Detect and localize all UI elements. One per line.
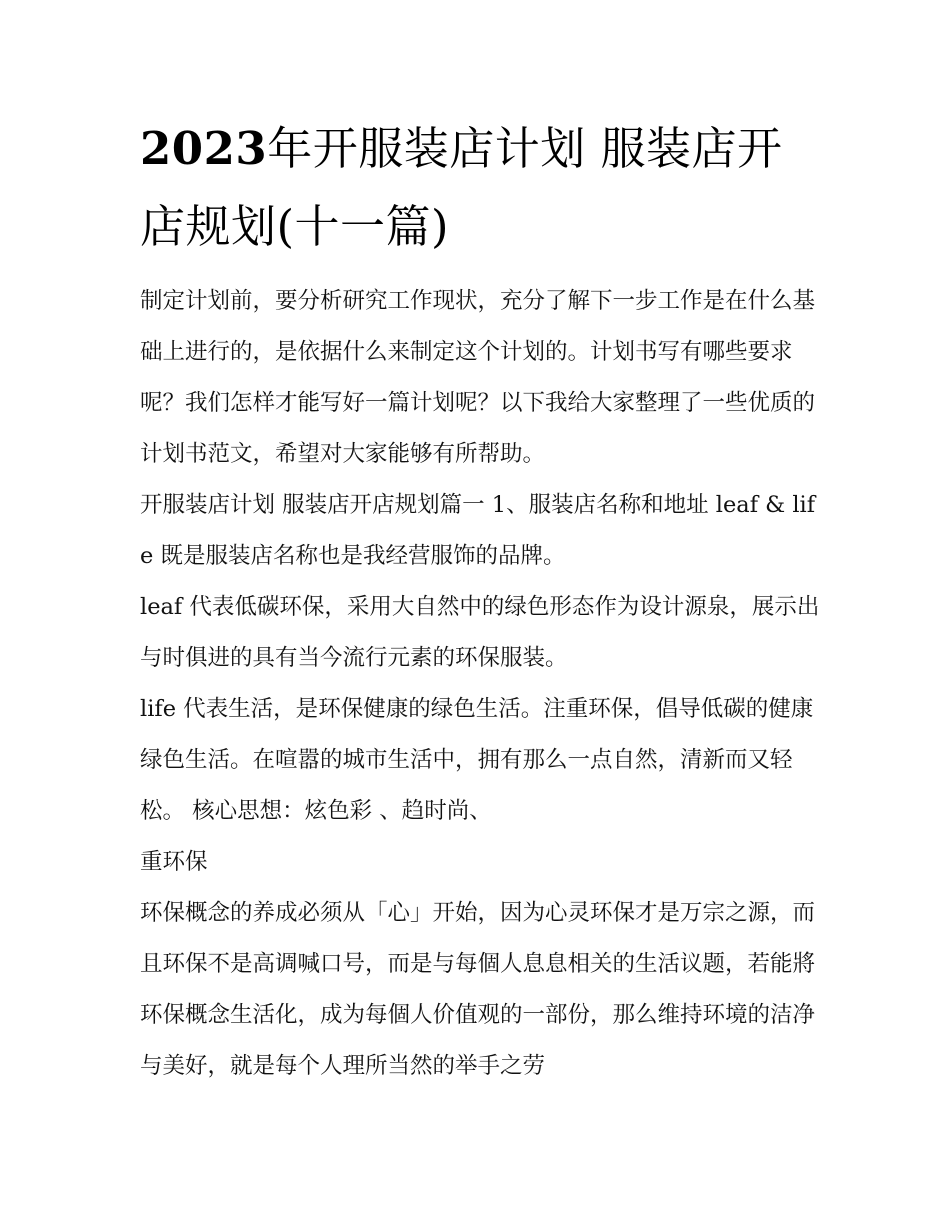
leaf-paragraph: leaf 代表低碳环保，采用大自然中的绿色形态作为设计源泉，展示出与时俱进的具有当今流行元素的环保服装。 — [140, 594, 820, 671]
eco-heading-paragraph: 重环保 — [140, 849, 208, 875]
document-body — [140, 276, 820, 1092]
eco-concept-paragraph: 环保概念的养成必须从「心」开始，因为心灵环保才是万宗之源，而且环保不是高调喊口号，而是与每個人息息相关的生活议题，若能將环保概念生活化，成为每個人价值观的一部份，那么维持环境的洁净与美好，就是每个人理所当然的举手之劳 — [140, 900, 816, 1079]
store-name-paragraph: 开服装店计划 服装店开店规划篇一 1、服装店名称和地址 leaf & life 既是服装店名称也是我经营服饰的品牌。 — [140, 492, 816, 569]
document-title-text: 年开服装店计划 服装店开店规划(十一篇) — [140, 122, 783, 253]
life-paragraph: life 代表生活，是环保健康的绿色生活。注重环保，倡导低碳的健康绿色生活。在喧嚣的城市生活中，拥有那么一点自然，清新而又轻松。 核心思想：炫色彩 、趋时尚、 — [140, 696, 814, 824]
intro-paragraph: 制定计划前，要分析研究工作现状，充分了解下一步工作是在什么基础上进行的，是依据什么来制定这个计划的。计划书写有哪些要求呢？我们怎样才能写好一篇计划呢？以下我给大家整理了一些优质的计划书范文，希望对大家能够有所帮助。 — [140, 288, 816, 467]
document-title-year: 2023 — [140, 122, 268, 175]
document-title — [140, 110, 820, 266]
document-page — [140, 110, 820, 1092]
